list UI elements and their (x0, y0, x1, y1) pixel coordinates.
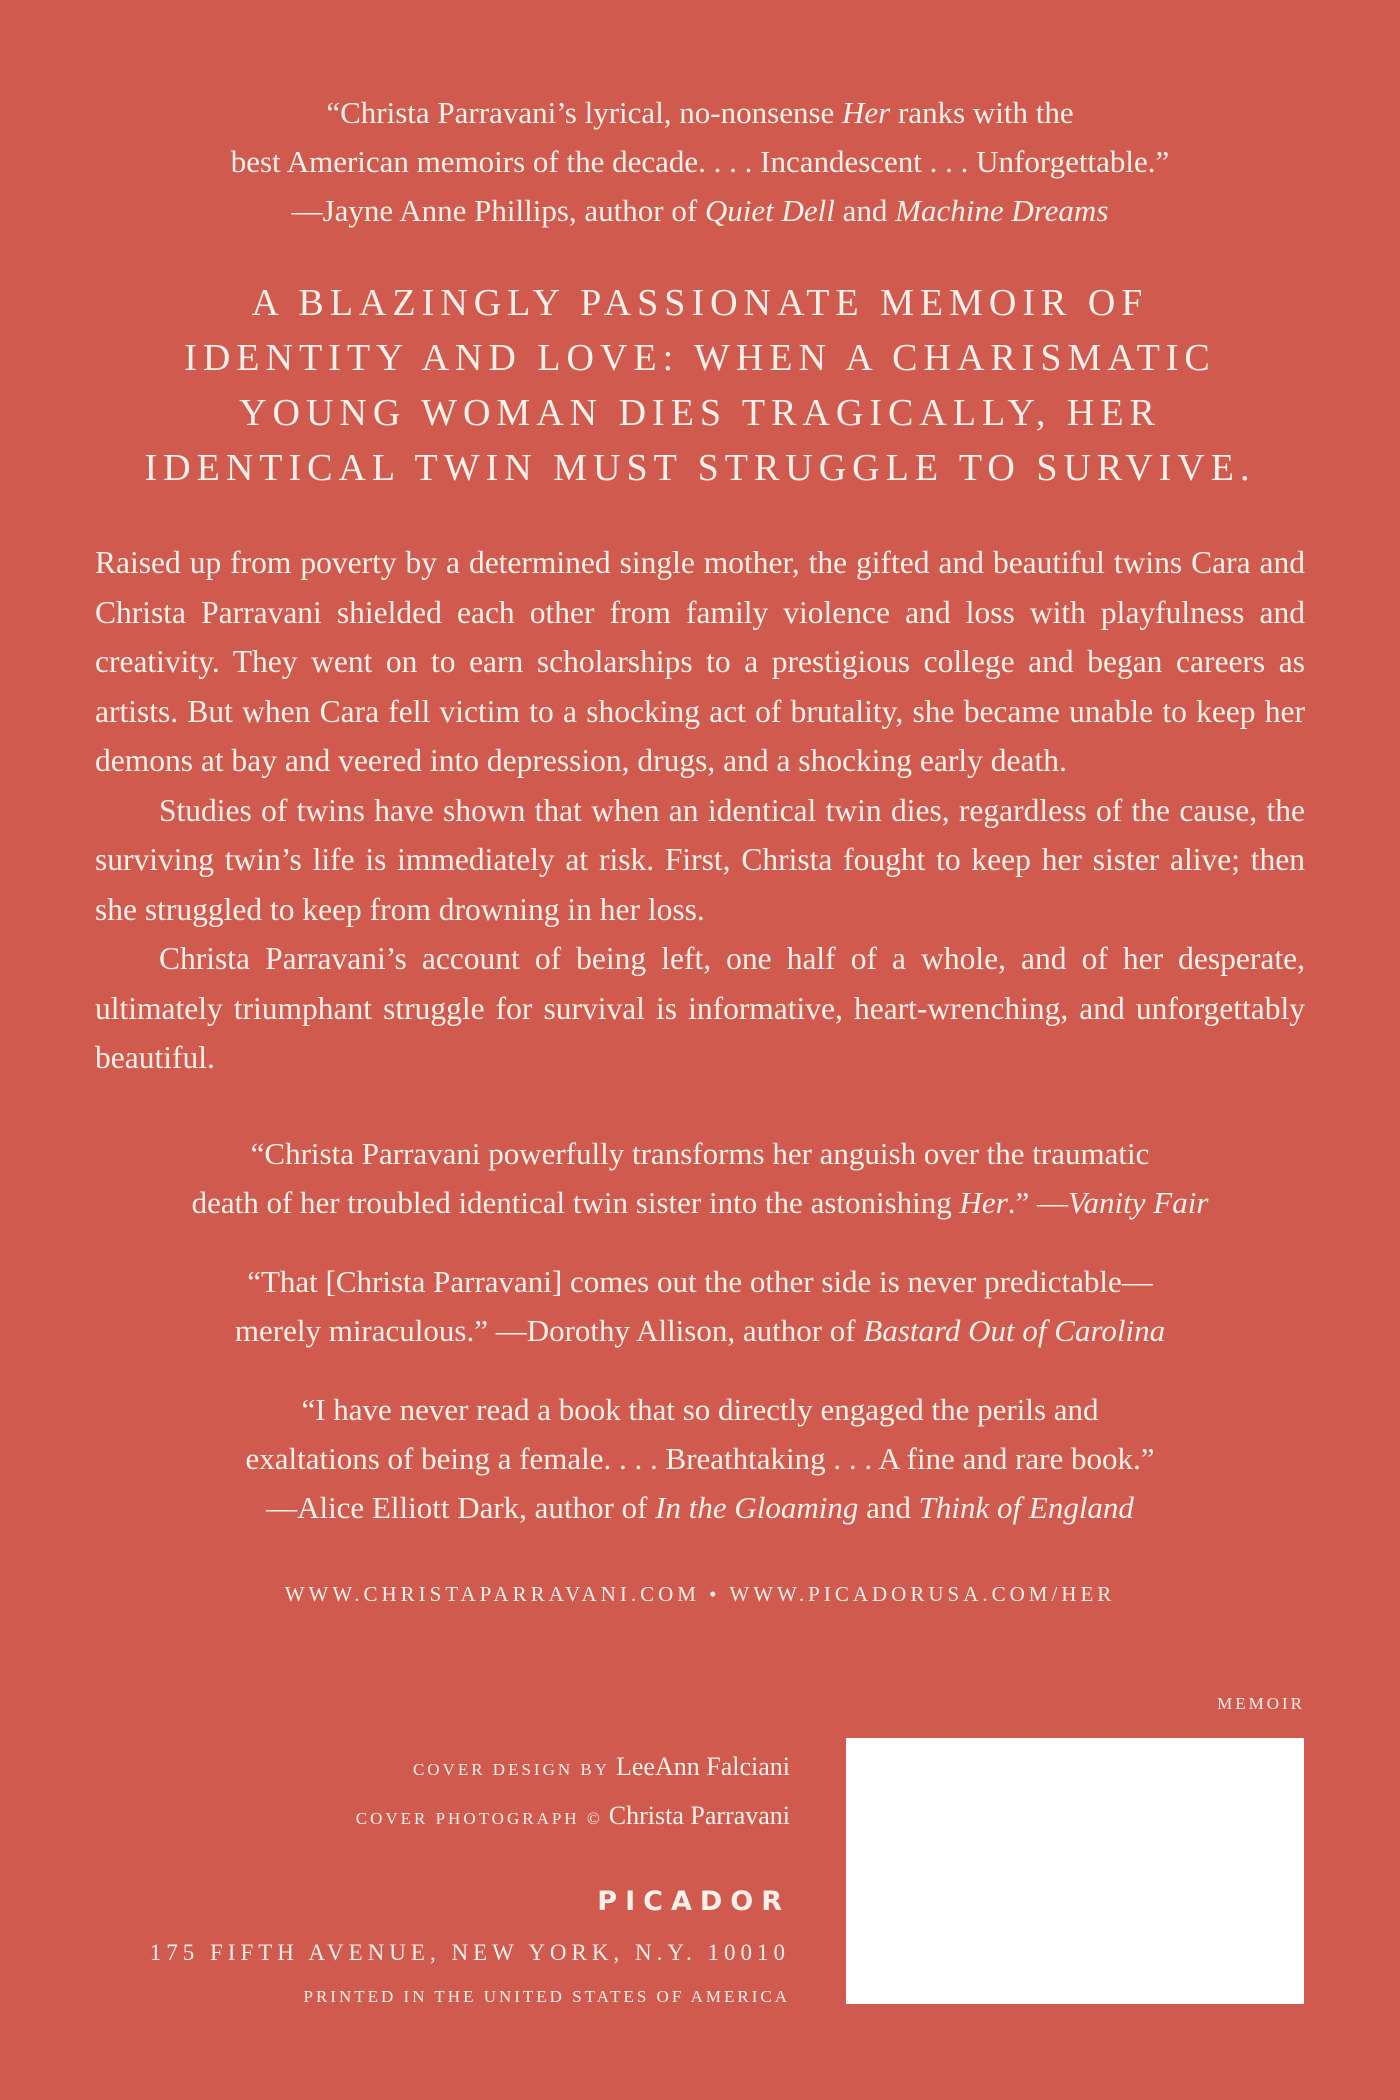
description-paragraph-2: Studies of twins have shown that when an identical twin dies, regardless of the cause, the surviving twin’s life is immediately at risk. First, Christa fought to keep her sister alive; then she struggled to keep from drowning in her loss. (95, 792, 1305, 927)
dark-quote-line2: exaltations of being a female. . . . Breathtaking . . . A fine and rare book.” (245, 1441, 1155, 1476)
book-description (95, 538, 1305, 1083)
vanity-quote-line1: “Christa Parravani powerfully transforms her anguish over the traumatic (250, 1136, 1150, 1171)
top-review-quote (100, 88, 1300, 235)
cover-photo-credit: COVER PHOTOGRAPH © Christa Parravani (355, 1801, 790, 1830)
dark-quote-attribution: —Alice Elliott Dark, author of In the Gloaming and Think of England (266, 1490, 1134, 1525)
top-quote-attribution: —Jayne Anne Phillips, author of Quiet Dell and Machine Dreams (291, 193, 1109, 228)
tagline-headline (60, 276, 1340, 496)
dark-quote (100, 1385, 1300, 1532)
headline-line1: A BLAZINGLY PASSIONATE MEMOIR OF (251, 282, 1149, 324)
top-quote-line2: best American memoirs of the decade. . . . Incandescent . . . Unforgettable.” (230, 144, 1170, 179)
vanity-fair-quote (100, 1129, 1300, 1227)
publisher-address: 175 FIFTH AVENUE, NEW YORK, N.Y. 10010 (149, 1940, 790, 1965)
website-urls: WWW.CHRISTAPARRAVANI.COM • WWW.PICADORUSA.COM/HER (284, 1582, 1116, 1606)
headline-line2: IDENTITY AND LOVE: WHEN A CHARISMATIC (184, 337, 1216, 379)
allison-quote-line2: merely miraculous.” —Dorothy Allison, author of Bastard Out of Carolina (234, 1313, 1166, 1348)
category-label: MEMOIR (1217, 1694, 1305, 1713)
description-paragraph-1: Raised up from poverty by a determined single mother, the gifted and beautiful twins Cara and Christa Parravani shielded each other from family violence and loss with playfulness and creativity. They went on to earn scholarships to a prestigious college and began careers as artists. But when Cara fell victim to a shocking act of brutality, she became unable to keep her demons at bay and veered into depression, drugs, and a shocking early death. (95, 545, 1305, 778)
headline-line4: IDENTICAL TWIN MUST STRUGGLE TO SURVIVE. (144, 447, 1256, 489)
allison-quote-line1: “That [Christa Parravani] comes out the other side is never predictable— (247, 1264, 1153, 1299)
barcode-area (846, 1738, 1304, 2004)
description-paragraph-3: Christa Parravani’s account of being left, one half of a whole, and of her desperate, ultimately triumphant struggle for survival is informative, heart-wrenching, and unforgettably beautiful. (95, 941, 1305, 1075)
publisher-logo: PICADOR (597, 1886, 790, 1917)
printed-in-notice: PRINTED IN THE UNITED STATES OF AMERICA (303, 1987, 790, 2006)
top-quote-line1: “Christa Parravani’s lyrical, no-nonsense Her ranks with the (326, 95, 1074, 130)
headline-line3: YOUNG WOMAN DIES TRAGICALLY, HER (239, 392, 1161, 434)
vanity-quote-line2: death of her troubled identical twin sister into the astonishing Her.” —Vanity Fair (191, 1185, 1209, 1220)
cover-design-credit: COVER DESIGN BY LeeAnn Falciani (412, 1752, 790, 1781)
dark-quote-line1: “I have never read a book that so directly engaged the perils and (301, 1392, 1099, 1427)
allison-quote (100, 1257, 1300, 1355)
